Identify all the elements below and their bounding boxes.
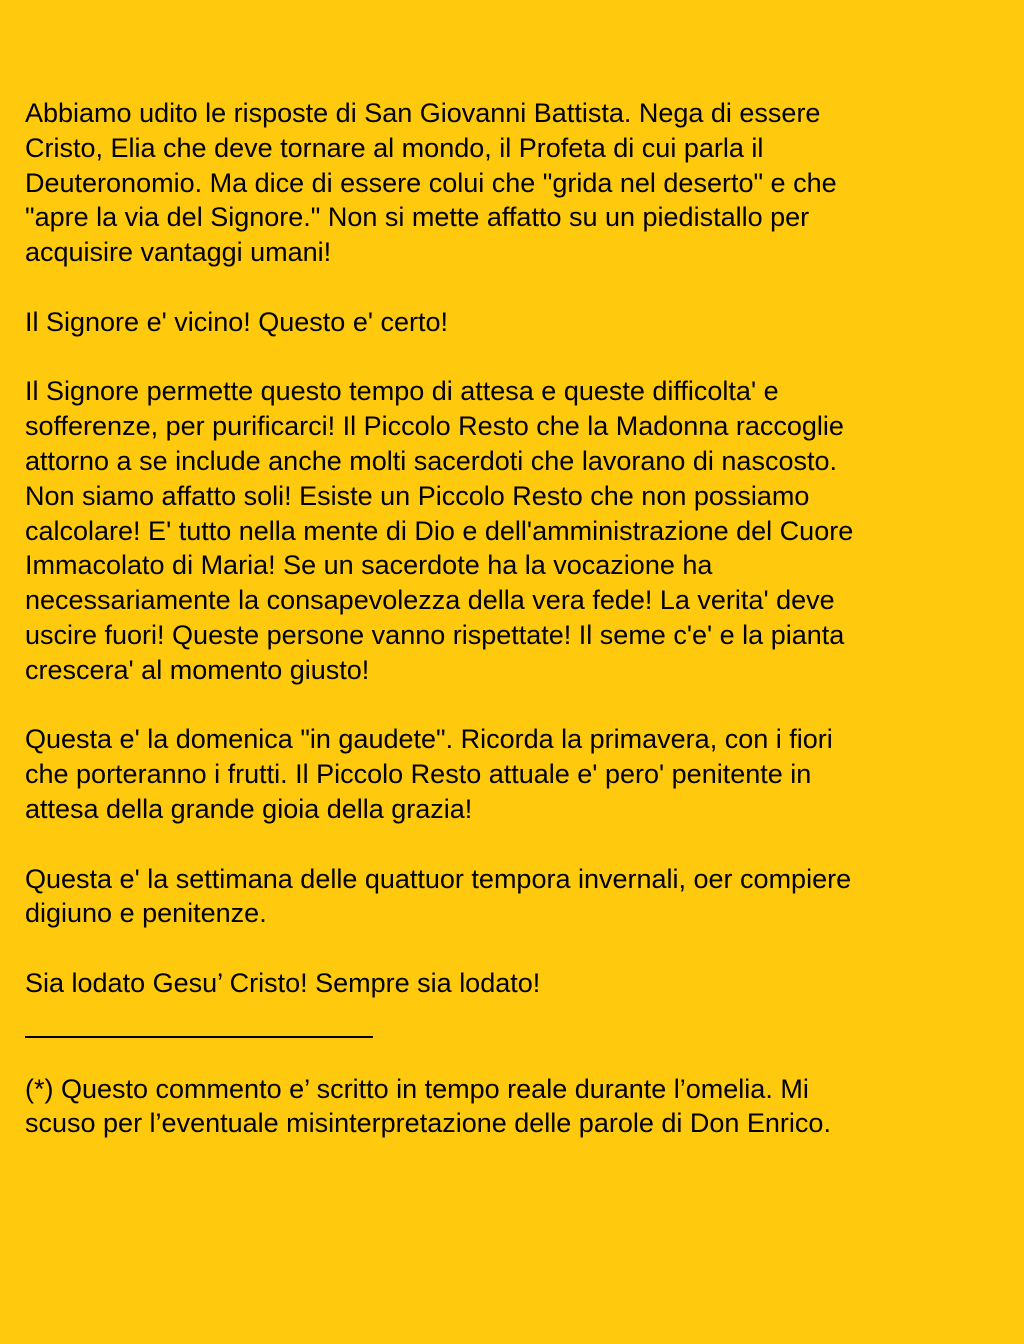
paragraph-piccolo-resto: Il Signore permette questo tempo di attesa e queste difficolta' e sofferenze, per purificarci! Il Piccolo Resto che la Madonna raccoglie attorno a se include anche molti sacerdoti che lavorano di nascosto. Non siamo affatto soli! Esiste un Piccolo Resto che non possiamo calcolare! E' tutto nella mente di Dio e dell'amministrazione del Cuore Immacolato di Maria! Se un sacerdote ha la vocazione ha necessariamente la consapevolezza della vera fede! La verita' deve uscire fuori! Queste persone vanno rispettate! Il seme c'e' e la pianta crescera' al momento giusto! xyxy=(25,376,854,685)
paragraph-signore-vicino: Il Signore e' vicino! Questo e' certo! xyxy=(25,306,449,337)
footnote-divider xyxy=(25,1036,373,1038)
paragraph-intro: Abbiamo udito le risposte di San Giovanni Battista. Nega di essere Cristo, Elia che deve tornare al mondo, il Profeta di cui parla il Deuteronomio. Ma dice di essere colui che "grida nel deserto" e che "apre la via del Signore." Non si mette affatto su un piedistallo per acquisire vantaggi umani! xyxy=(25,98,837,268)
paragraph-gaudete: Questa e' la domenica "in gaudete". Ricorda la primavera, con i fiori che porteranno i frutti. Il Piccolo Resto attuale e' pero' penitente in attesa della grande gioia della grazia! xyxy=(25,724,833,824)
paragraph-closing: Sia lodato Gesu’ Cristo! Sempre sia lodato! xyxy=(25,967,541,998)
paragraph-quattuor-tempora: Questa e' la settimana delle quattuor tempora invernali, oer compiere digiuno e penitenze. xyxy=(25,863,852,929)
footnote: (*) Questo commento e’ scritto in tempo reale durante l’omelia. Mi scuso per l’eventuale misinterpretazione delle parole di Don Enrico. xyxy=(25,1073,831,1139)
document-page xyxy=(25,96,1000,1141)
